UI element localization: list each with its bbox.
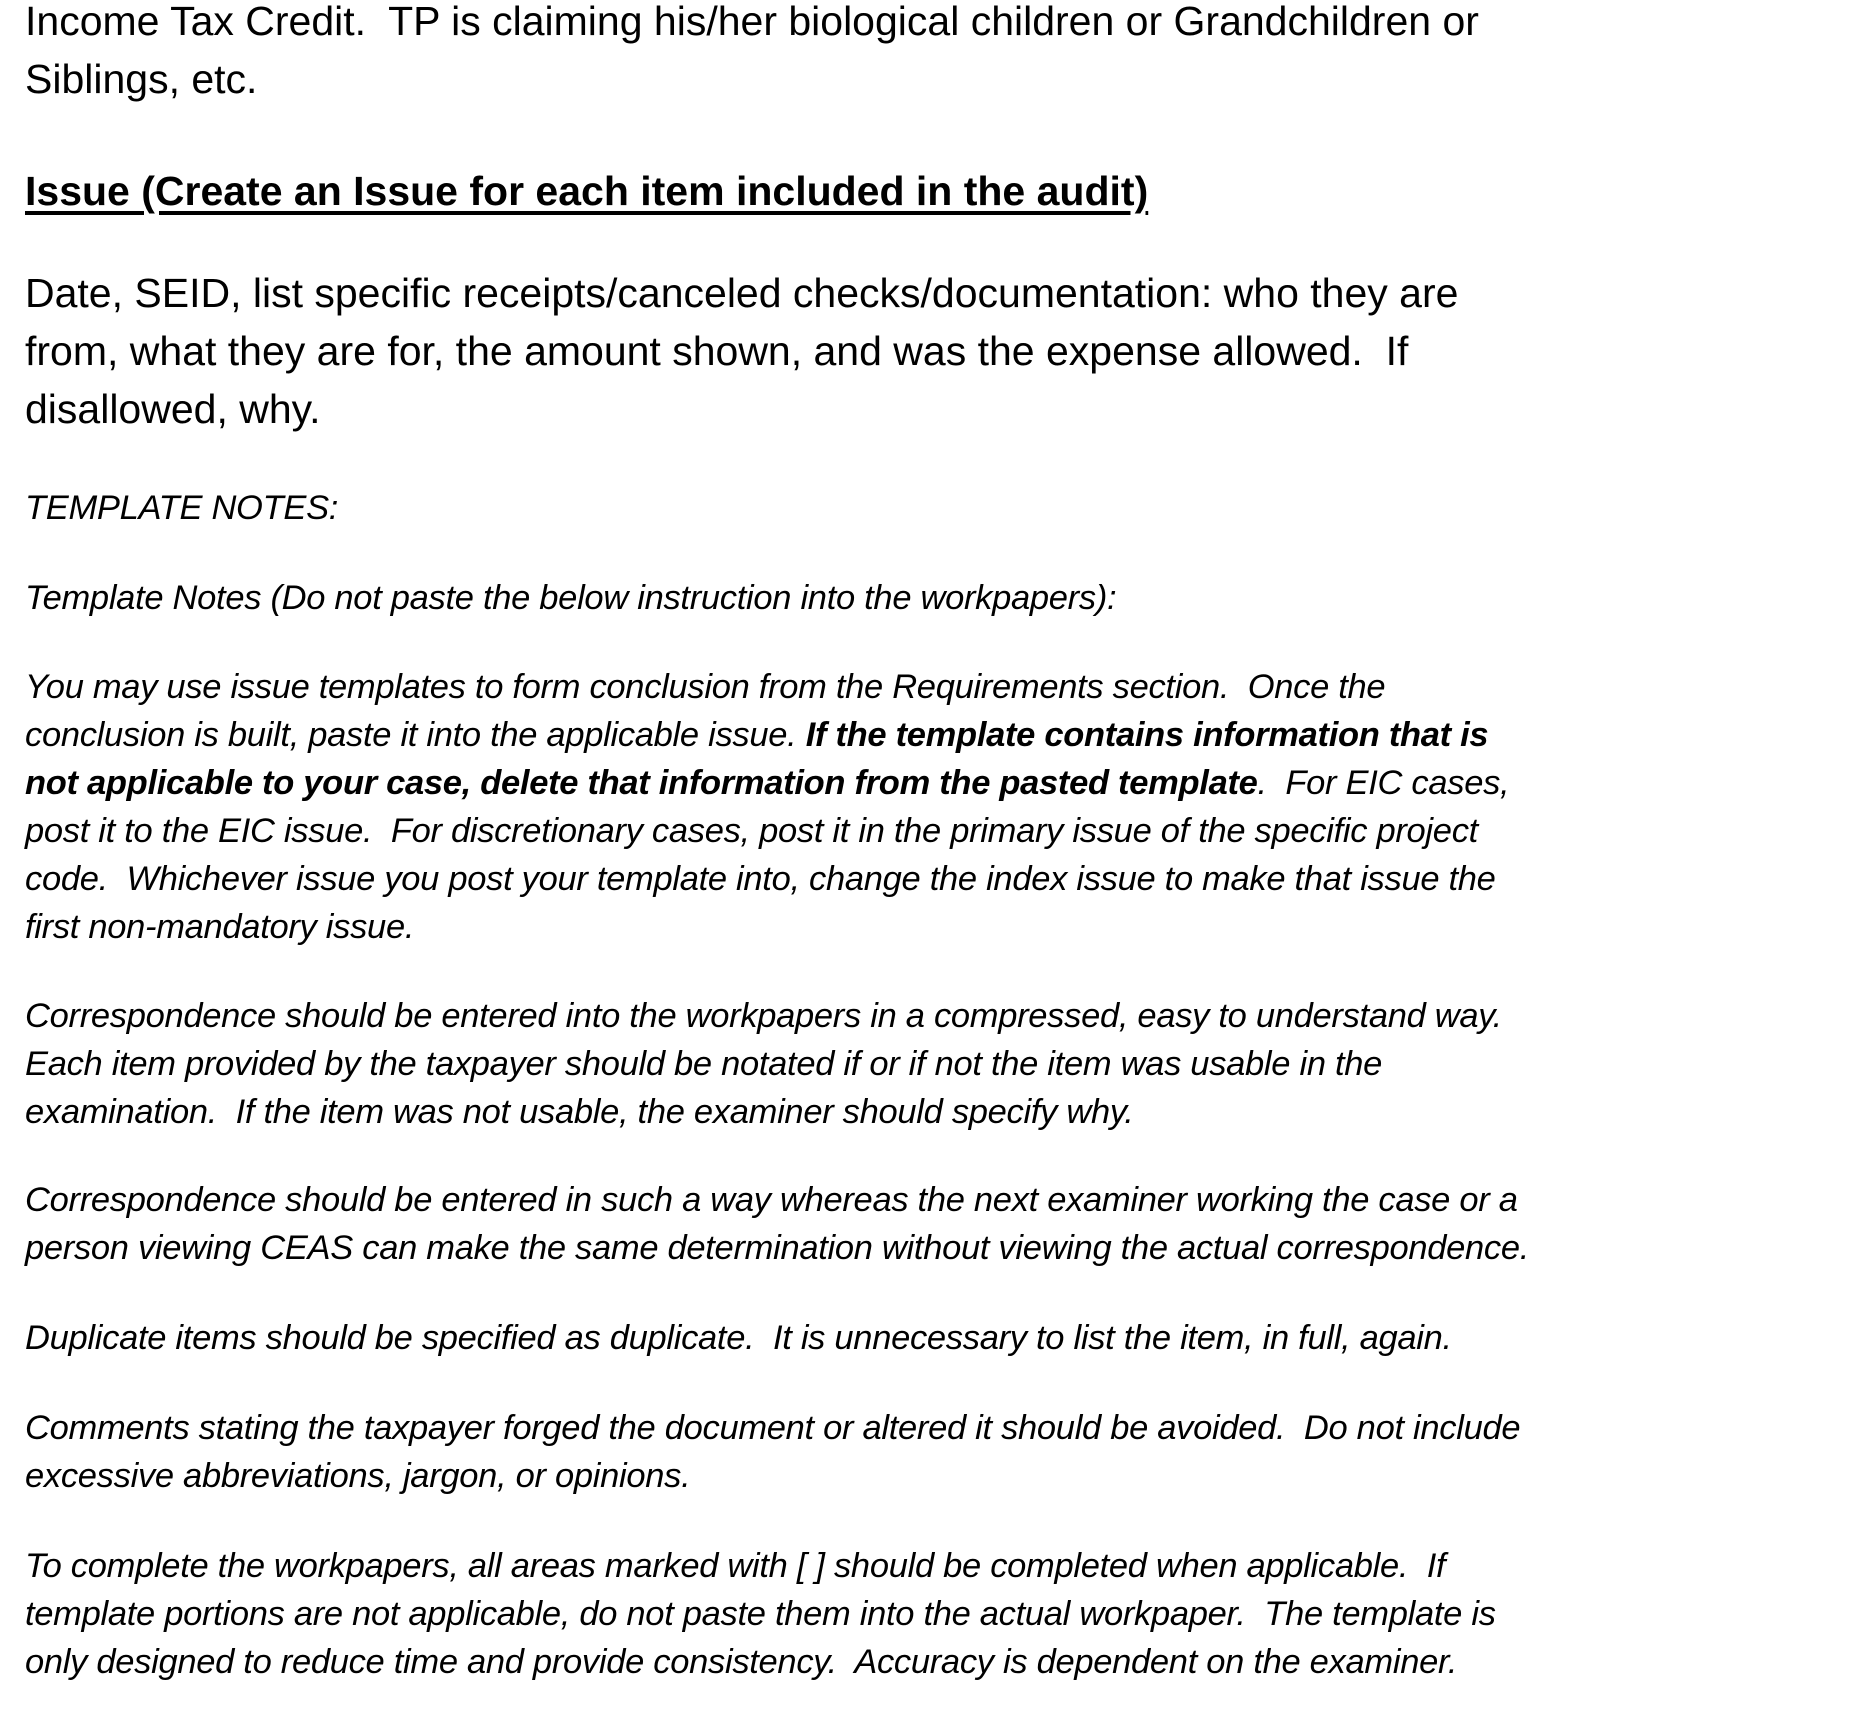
template-notes-title: TEMPLATE NOTES:: [25, 489, 339, 527]
notes-bold-warning: If the template contains information that is not applicable to your case, delete that information from the pasted template: [25, 716, 1489, 802]
notes-paragraph-comments: Comments stating the taxpayer forged the document or altered it should be avoided. Do not include excessive abbreviations, jargon, or opinions.: [25, 1409, 1521, 1495]
notes-paragraph-completion: To complete the workpapers, all areas marked with [ ] should be completed when applicable. If template portions are not applicable, do not paste them into the actual workpaper. The template is only designed to reduce time and provide consistency. Accuracy is dependent on the examiner.: [25, 1547, 1496, 1681]
intro-paragraph: Income Tax Credit. TP is claiming his/her biological children or Grandchildren or Siblings, etc.: [25, 0, 1479, 102]
issue-heading: Issue (Create an Issue for each item included in the audit): [25, 168, 1149, 214]
issue-body: Date, SEID, list specific receipts/canceled checks/documentation: who they are from, what they are for, the amount shown, and was the expense allowed. If disallowed, why.: [25, 270, 1459, 432]
notes-text: You may use issue templates to form conclusion from the Requirements section. Once the conclusion is built, paste it into the applicable issue.: [25, 668, 1386, 754]
notes-paragraph-templates: [25, 663, 1509, 951]
template-notes-subtitle: Template Notes (Do not paste the below instruction into the workpapers):: [25, 579, 1117, 617]
notes-text: . For EIC cases, post it to the EIC issue. For discretionary cases, post it in the primary issue of the specific project code. Whichever issue you post your template into, change the index issue to make that issue the first non-mandatory issue.: [25, 764, 1510, 946]
notes-paragraph-duplicates: Duplicate items should be specified as duplicate. It is unnecessary to list the item, in full, again.: [25, 1319, 1452, 1357]
notes-paragraph-correspondence-entry: Correspondence should be entered in such a way whereas the next examiner working the case or a person viewing CEAS can make the same determination without viewing the actual correspondence.: [25, 1181, 1530, 1267]
notes-paragraph-correspondence: Correspondence should be entered into the workpapers in a compressed, easy to understand way. Each item provided by the taxpayer should be notated if or if not the item was usable in the examination. If the item was not usable, the examiner should specify why.: [25, 997, 1502, 1131]
